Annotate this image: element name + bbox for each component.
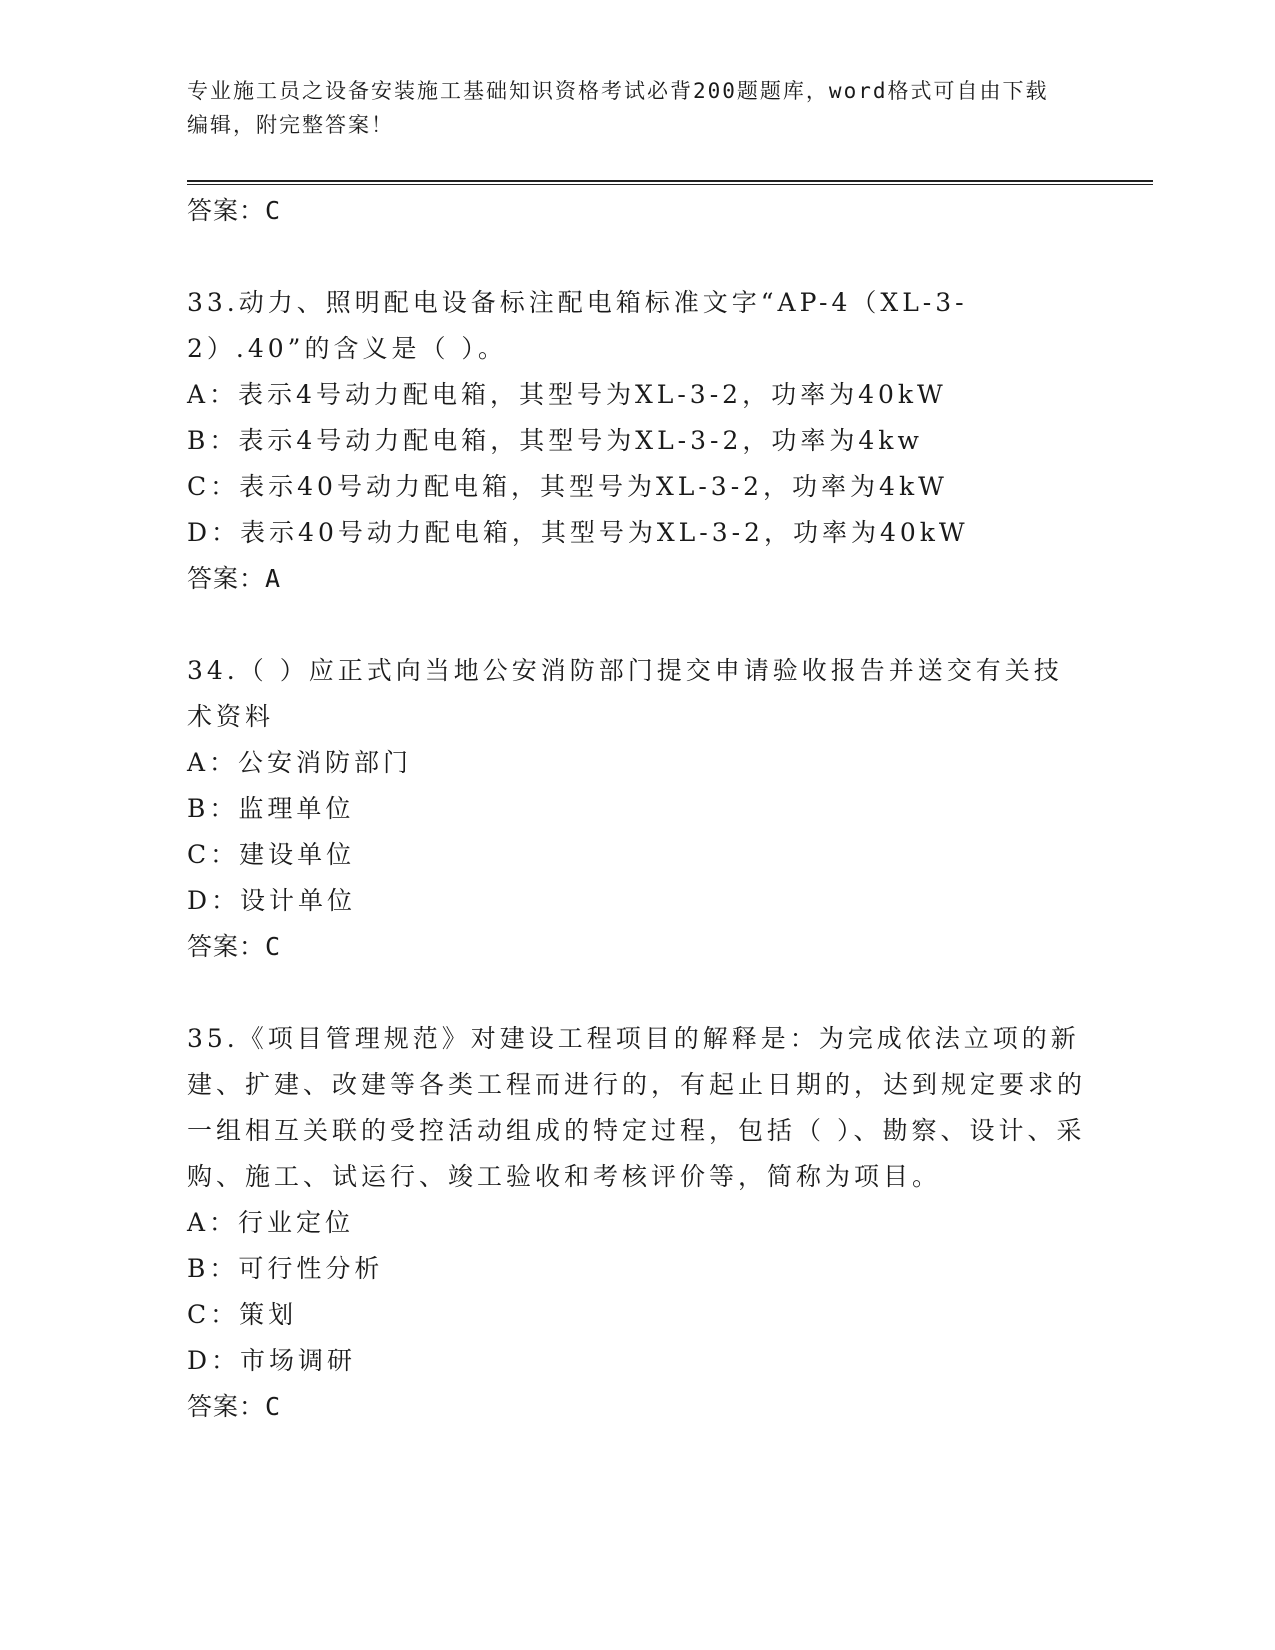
option-d: D：市场调研	[187, 1346, 357, 1375]
answer-line: 答案：C	[187, 932, 282, 961]
option-a: A：表示4号动力配电箱，其型号为XL-3-2，功率为40kW	[187, 380, 947, 409]
option-d: D：设计单位	[187, 886, 357, 915]
option-b: B：监理单位	[187, 794, 355, 823]
header-rule-thick	[187, 180, 1153, 182]
header-rule-thin	[187, 184, 1153, 185]
document-header: 专业施工员之设备安装施工基础知识资格考试必背200题题库，word格式可自由下载编辑，附完整答案！	[187, 79, 1049, 137]
answer-line: 答案：C	[187, 1392, 282, 1421]
question-text: 33.动力、照明配电设备标注配电箱标准文字“AP-4（XL-3-2）.40”的含义是（ ）。	[187, 288, 968, 363]
question-block	[187, 1016, 1087, 1430]
option-b: B：表示4号动力配电箱，其型号为XL-3-2，功率为4kw	[187, 426, 923, 455]
option-c: C：策划	[187, 1300, 298, 1329]
question-list	[187, 188, 1087, 1430]
option-b: B：可行性分析	[187, 1254, 384, 1283]
answer-line: 答案：A	[187, 564, 282, 593]
question-block	[187, 280, 1087, 602]
option-a: A：公安消防部门	[187, 748, 413, 777]
option-a: A：行业定位	[187, 1208, 355, 1237]
question-text: 34.（ ）应正式向当地公安消防部门提交申请验收报告并送交有关技术资料	[187, 656, 1063, 731]
option-d: D：表示40号动力配电箱，其型号为XL-3-2，功率为40kW	[187, 518, 969, 547]
answer-line: 答案：C	[187, 196, 282, 225]
question-text: 35.《项目管理规范》对建设工程项目的解释是：为完成依法立项的新建、扩建、改建等各类工程而进行的，有起止日期的，达到规定要求的一组相互关联的受控活动组成的特定过程，包括（ ）、勘察、设计、采购、施工、试运行、竣工验收和考核评价等，简称为项目。	[187, 1024, 1087, 1191]
option-c: C：表示40号动力配电箱，其型号为XL-3-2，功率为4kW	[187, 472, 948, 501]
question-block	[187, 648, 1087, 970]
option-c: C：建设单位	[187, 840, 356, 869]
